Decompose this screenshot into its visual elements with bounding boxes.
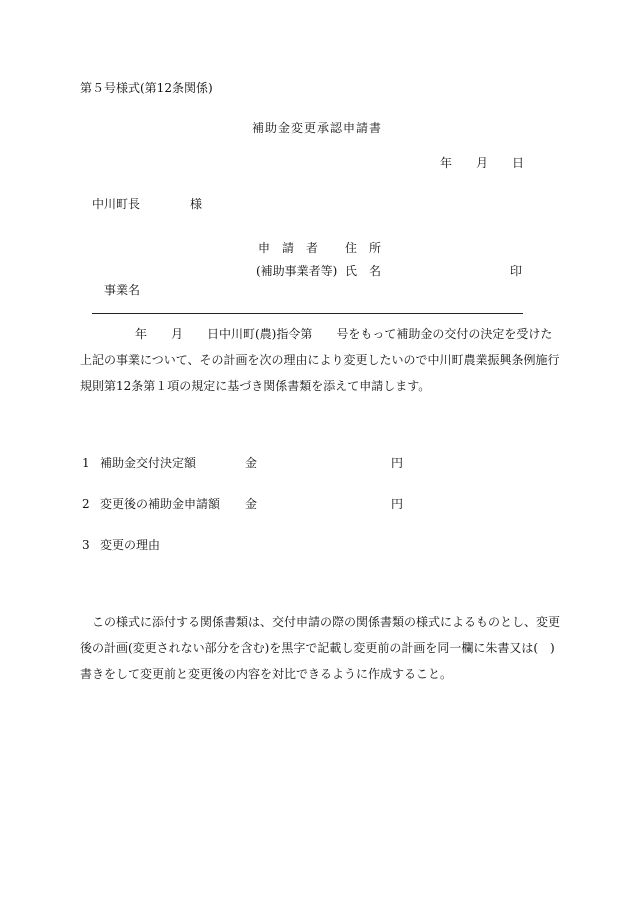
instruction-note: [80, 609, 561, 687]
date-month: 月: [476, 156, 489, 170]
item-2-prefix: 金: [245, 497, 258, 511]
addressee-name: 中川町長: [92, 197, 141, 211]
name-label: 氏 名: [345, 264, 382, 278]
item-2-number: 2: [82, 497, 90, 511]
address-label: 住 所: [345, 241, 382, 255]
applicant-label: 申 請 者: [258, 241, 319, 255]
document-title: 補助金変更承認申請書: [252, 121, 383, 135]
date-year: 年: [440, 156, 453, 170]
date-day: 日: [512, 156, 525, 170]
item-1-label: 補助金交付決定額: [100, 456, 197, 470]
form-number: 第５号様式(第12条関係): [80, 81, 213, 95]
item-1-number: 1: [82, 456, 90, 470]
item-1-suffix: 円: [391, 456, 404, 470]
item-3-label: 変更の理由: [100, 538, 161, 552]
applicant-sub-label: (補助事業者等): [256, 264, 338, 278]
body-line-3: 規則第12条第１項の規定に基づき関係書類を添えて申請します。: [80, 379, 431, 393]
body-line-1: 年 月 日中川町(農)指令第 号をもって補助金の交付の決定を受けた: [135, 327, 553, 341]
body-line-2: 上記の事業について、その計画を次の理由により変更したいので中川町農業振興条例施行: [80, 353, 560, 367]
project-name-line: [92, 313, 523, 314]
item-3-number: 3: [82, 538, 90, 552]
item-2-label: 変更後の補助金申請額: [100, 497, 221, 511]
item-1-prefix: 金: [245, 456, 258, 470]
project-label: 事業名: [104, 283, 141, 297]
note-line-2: 後の計画(変更されない部分を含む)を黒字で記載し変更前の計画を同一欄に朱書又は( ): [80, 641, 555, 655]
note-line-3: 書きをして変更前と変更後の内容を対比できるように作成すること。: [80, 667, 453, 681]
seal-mark: 印: [510, 264, 523, 278]
application-body: [80, 321, 560, 399]
addressee-honorific: 様: [190, 197, 203, 211]
note-line-1: この様式に添付する関係書類は、交付申請の際の関係書類の様式によるものとし、変更: [92, 615, 561, 629]
item-2-suffix: 円: [391, 497, 404, 511]
